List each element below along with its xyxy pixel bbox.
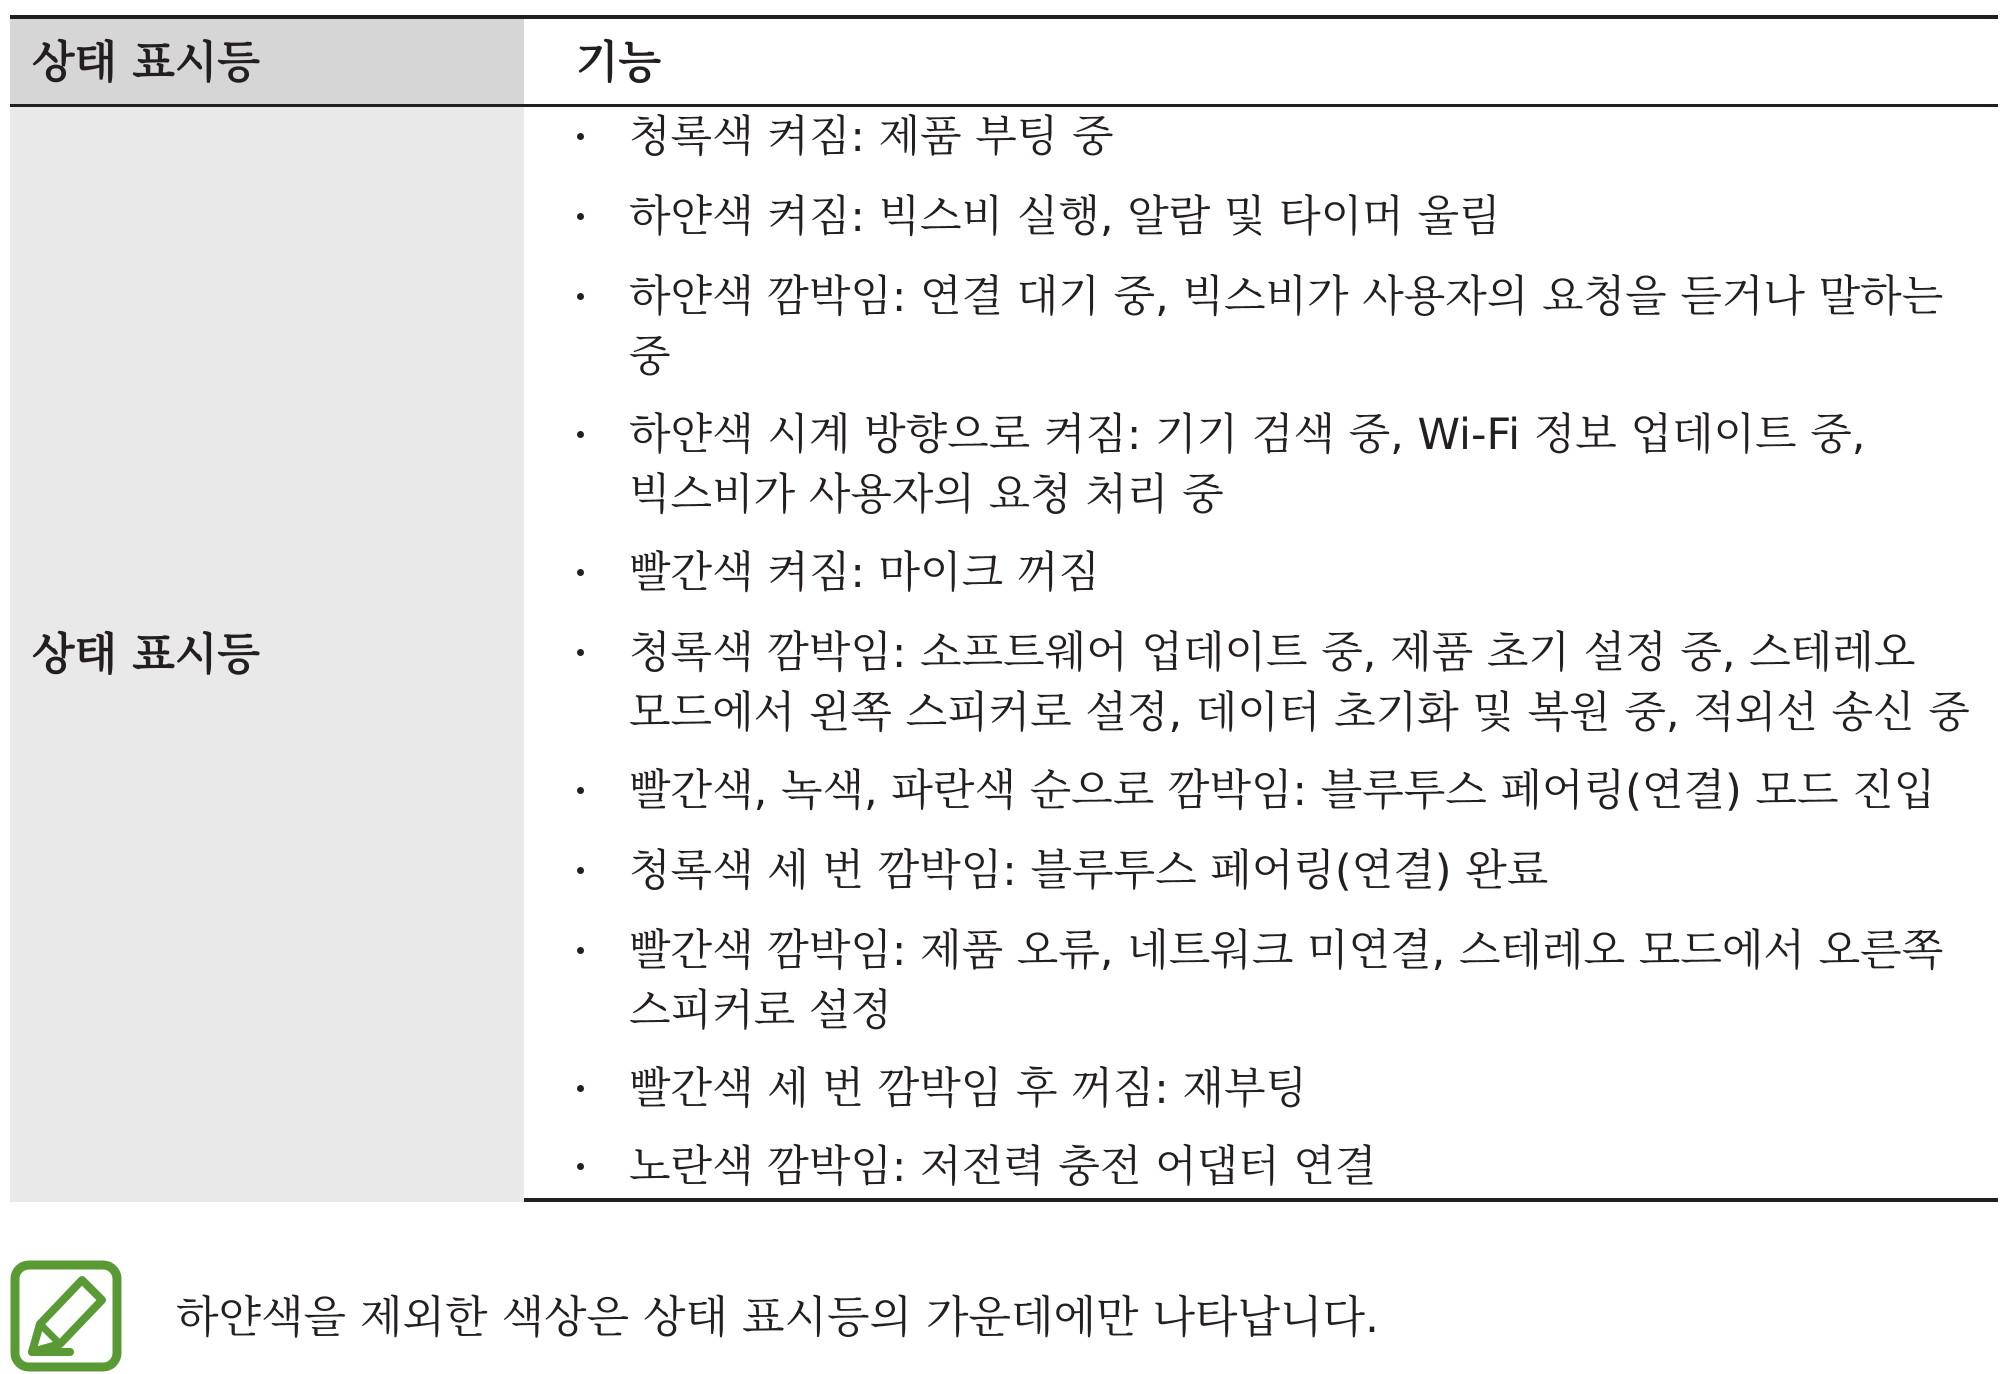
- note-text: 하얀색을 제외한 색상은 상태 표시등의 가운데에만 나타납니다.: [176, 1292, 1380, 1343]
- bullet-dot-icon: [577, 133, 584, 140]
- list-item-text: 빨간색 켜짐: 마이크 꺼짐: [629, 548, 1100, 598]
- list-item-text: 청록색 세 번 깜박임: 블루투스 페어링(연결) 완료: [629, 846, 1549, 896]
- bullet-dot-icon: [577, 213, 584, 220]
- table-body-row: [10, 107, 1998, 1202]
- header-cell-function: [524, 19, 1998, 104]
- list-item-text: 빨간색 세 번 깜박임 후 꺼짐: 재부팅: [629, 1064, 1308, 1114]
- bullet-dot-icon: [577, 787, 584, 794]
- note-block: [10, 1260, 1998, 1374]
- table-header-row: [10, 19, 1998, 107]
- header-label-function: 기능: [576, 37, 662, 88]
- bullet-dot-icon: [577, 1163, 584, 1170]
- list-item-text: 청록색 켜짐: 제품 부팅 중: [629, 112, 1114, 162]
- list-item-text: 하얀색 켜짐: 빅스비 실행, 알람 및 타이머 울림: [629, 192, 1501, 242]
- bullet-dot-icon: [577, 569, 584, 576]
- header-label-status-indicator: 상태 표시등: [32, 37, 260, 88]
- list-item-text: 노란색 깜박임: 저전력 충전 어댑터 연결: [629, 1142, 1377, 1192]
- row-label-cell: [10, 107, 524, 1202]
- bullet-dot-icon: [577, 1085, 584, 1092]
- list-item-text: 하얀색 깜박임: 연결 대기 중, 빅스비가 사용자의 요청을 듣거나 말하는 중: [629, 272, 1944, 382]
- bullet-dot-icon: [577, 293, 584, 300]
- bullet-dot-icon: [577, 867, 584, 874]
- row-label-status-indicator: 상태 표시등: [32, 629, 260, 680]
- list-item-text: 하얀색 시계 방향으로 켜짐: 기기 검색 중, Wi-Fi 정보 업데이트 중, 빅스비가 사용자의 요청 처리 중: [629, 410, 1866, 520]
- function-cell: [524, 107, 1998, 1202]
- list-item-text: 청록색 깜박임: 소프트웨어 업데이트 중, 제품 초기 설정 중, 스테레오 모드에서 왼쪽 스피커로 설정, 데이터 초기화 및 복원 중, 적외선 송신 중: [629, 628, 1970, 738]
- bullet-dot-icon: [577, 947, 584, 954]
- header-cell-status-indicator: [10, 19, 524, 104]
- function-list: [524, 107, 1998, 1202]
- bullet-dot-icon: [577, 431, 584, 438]
- note-pencil-icon: [10, 1260, 122, 1372]
- status-indicator-table: [10, 15, 1998, 1202]
- bullet-dot-icon: [577, 649, 584, 656]
- list-item-text: 빨간색, 녹색, 파란색 순으로 깜박임: 블루투스 페어링(연결) 모드 진입: [629, 766, 1936, 816]
- list-item-text: 빨간색 깜박임: 제품 오류, 네트워크 미연결, 스테레오 모드에서 오른쪽 스피커로 설정: [629, 926, 1944, 1036]
